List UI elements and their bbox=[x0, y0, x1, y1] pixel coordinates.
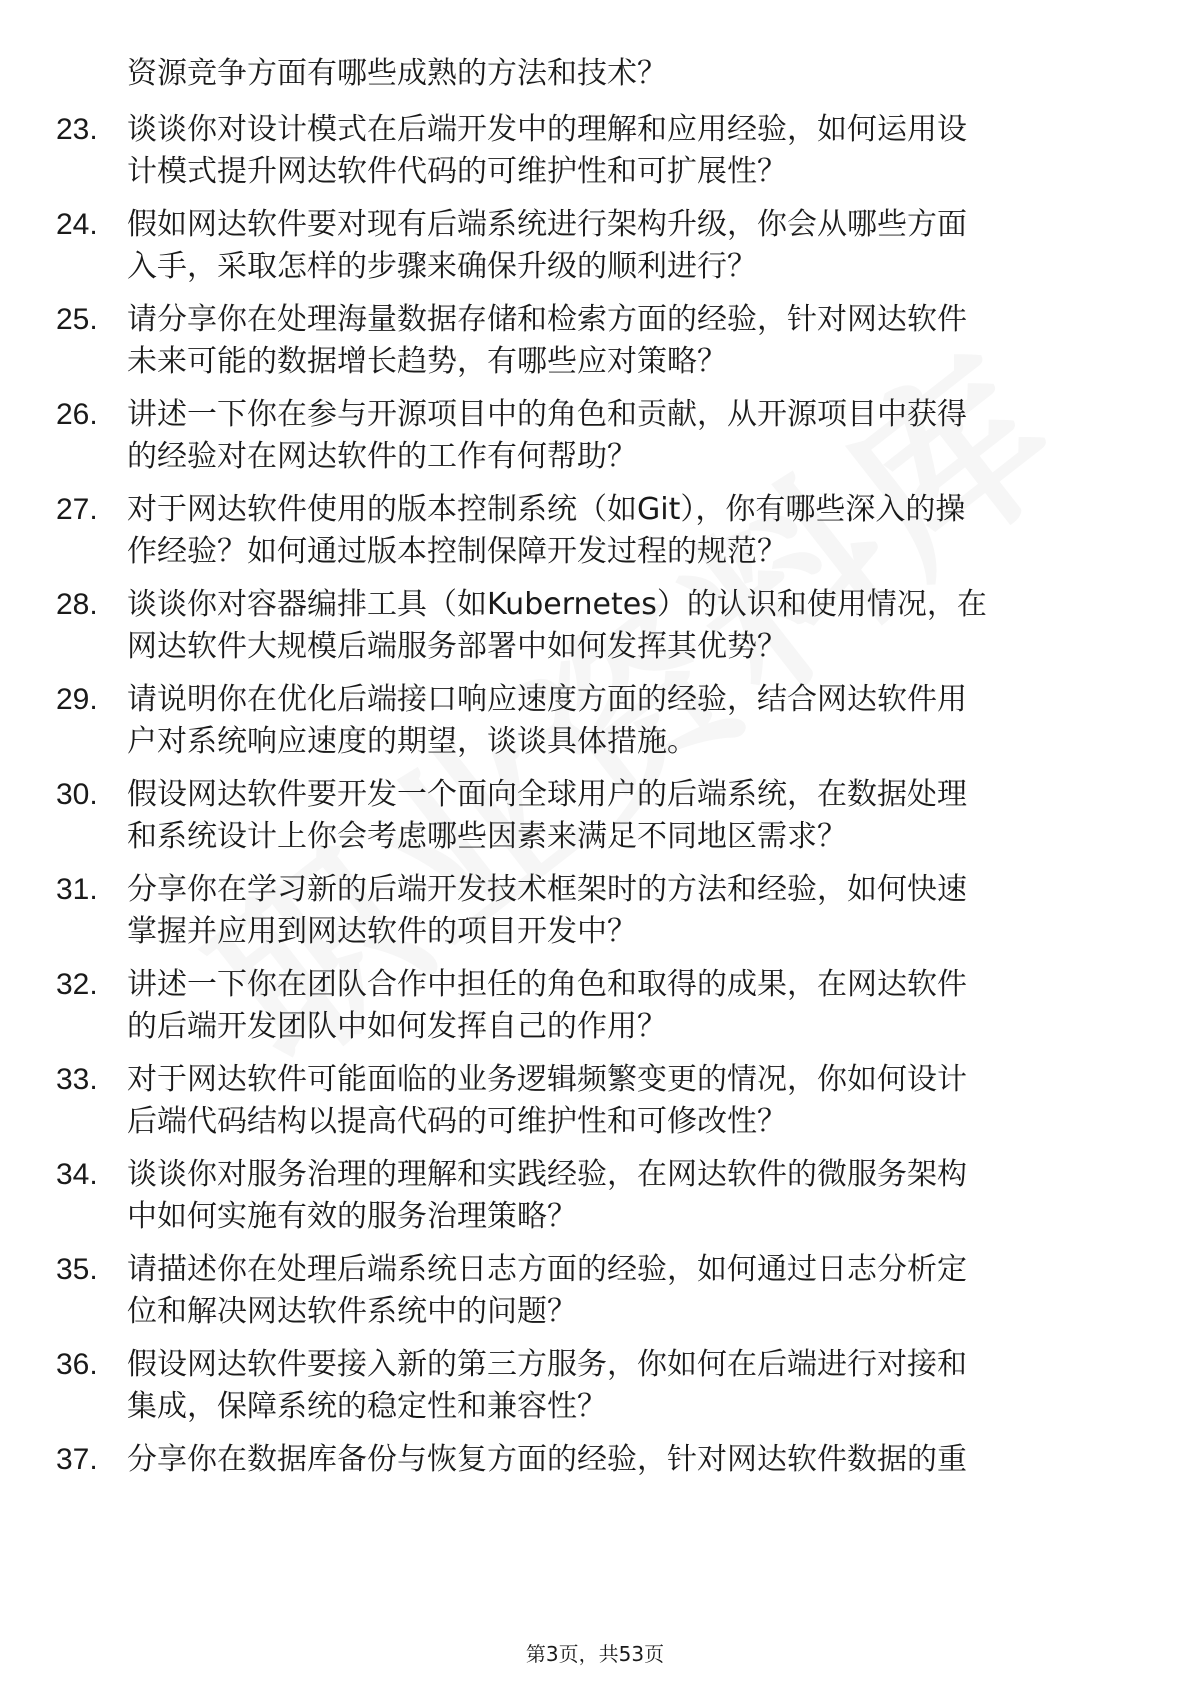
question-line: 作经验？如何通过版本控制保障开发过程的规范？ bbox=[127, 534, 787, 569]
continuation-text: 资源竞争方面有哪些成熟的方法和技术？ bbox=[127, 56, 667, 91]
question-line: 的后端开发团队中如何发挥自己的作用？ bbox=[127, 1009, 667, 1044]
question-number: 33. bbox=[56, 1063, 98, 1096]
question-line: 谈谈你对容器编排工具（如Kubernetes）的认识和使用情况，在 bbox=[127, 587, 987, 622]
question-line: 计模式提升网达软件代码的可维护性和可扩展性？ bbox=[127, 154, 787, 189]
question-line: 入手，采取怎样的步骤来确保升级的顺利进行？ bbox=[127, 249, 757, 284]
question-line: 对于网达软件可能面临的业务逻辑频繁变更的情况，你如何设计 bbox=[127, 1062, 967, 1097]
question-line: 假设网达软件要开发一个面向全球用户的后端系统，在数据处理 bbox=[127, 777, 967, 812]
question-line: 后端代码结构以提高代码的可维护性和可修改性？ bbox=[127, 1104, 787, 1139]
question-number: 23. bbox=[56, 113, 98, 146]
question-line: 假如网达软件要对现有后端系统进行架构升级，你会从哪些方面 bbox=[127, 207, 967, 242]
question-line: 谈谈你对服务治理的理解和实践经验，在网达软件的微服务架构 bbox=[127, 1157, 967, 1192]
question-line: 户对系统响应速度的期望，谈谈具体措施。 bbox=[127, 724, 697, 759]
question-number: 25. bbox=[56, 303, 98, 336]
question-number: 30. bbox=[56, 778, 98, 811]
question-line: 分享你在数据库备份与恢复方面的经验，针对网达软件数据的重 bbox=[127, 1442, 967, 1477]
page-footer: 第3页，共53页 bbox=[525, 1642, 665, 1666]
question-number: 32. bbox=[56, 968, 98, 1001]
question-line: 讲述一下你在参与开源项目中的角色和贡献，从开源项目中获得 bbox=[127, 397, 967, 432]
question-number: 35. bbox=[56, 1253, 98, 1286]
question-line: 的经验对在网达软件的工作有何帮助？ bbox=[127, 439, 637, 474]
question-number: 26. bbox=[56, 398, 98, 431]
question-number: 34. bbox=[56, 1158, 98, 1191]
question-number: 29. bbox=[56, 683, 98, 716]
question-number: 27. bbox=[56, 493, 98, 526]
question-line: 对于网达软件使用的版本控制系统（如Git），你有哪些深入的操 bbox=[127, 492, 966, 527]
question-line: 请描述你在处理后端系统日志方面的经验，如何通过日志分析定 bbox=[127, 1252, 967, 1287]
question-line: 讲述一下你在团队合作中担任的角色和取得的成果，在网达软件 bbox=[127, 967, 967, 1002]
question-line: 请分享你在处理海量数据存储和检索方面的经验，针对网达软件 bbox=[127, 302, 967, 337]
question-line: 分享你在学习新的后端开发技术框架时的方法和经验，如何快速 bbox=[127, 872, 967, 907]
question-line: 位和解决网达软件系统中的问题？ bbox=[127, 1294, 577, 1329]
question-line: 假设网达软件要接入新的第三方服务，你如何在后端进行对接和 bbox=[127, 1347, 967, 1382]
question-number: 24. bbox=[56, 208, 98, 241]
question-line: 未来可能的数据增长趋势，有哪些应对策略？ bbox=[127, 344, 727, 379]
question-line: 中如何实施有效的服务治理策略？ bbox=[127, 1199, 577, 1234]
question-line: 网达软件大规模后端服务部署中如何发挥其优势？ bbox=[127, 629, 787, 664]
question-line: 集成，保障系统的稳定性和兼容性？ bbox=[127, 1389, 607, 1424]
question-number: 31. bbox=[56, 873, 98, 906]
question-line: 谈谈你对设计模式在后端开发中的理解和应用经验，如何运用设 bbox=[127, 112, 967, 147]
question-line: 掌握并应用到网达软件的项目开发中？ bbox=[127, 914, 637, 949]
question-line: 和系统设计上你会考虑哪些因素来满足不同地区需求？ bbox=[127, 819, 847, 854]
question-line: 请说明你在优化后端接口响应速度方面的经验，结合网达软件用 bbox=[127, 682, 967, 717]
question-number: 28. bbox=[56, 588, 98, 621]
question-number: 36. bbox=[56, 1348, 98, 1381]
question-number: 37. bbox=[56, 1443, 98, 1476]
